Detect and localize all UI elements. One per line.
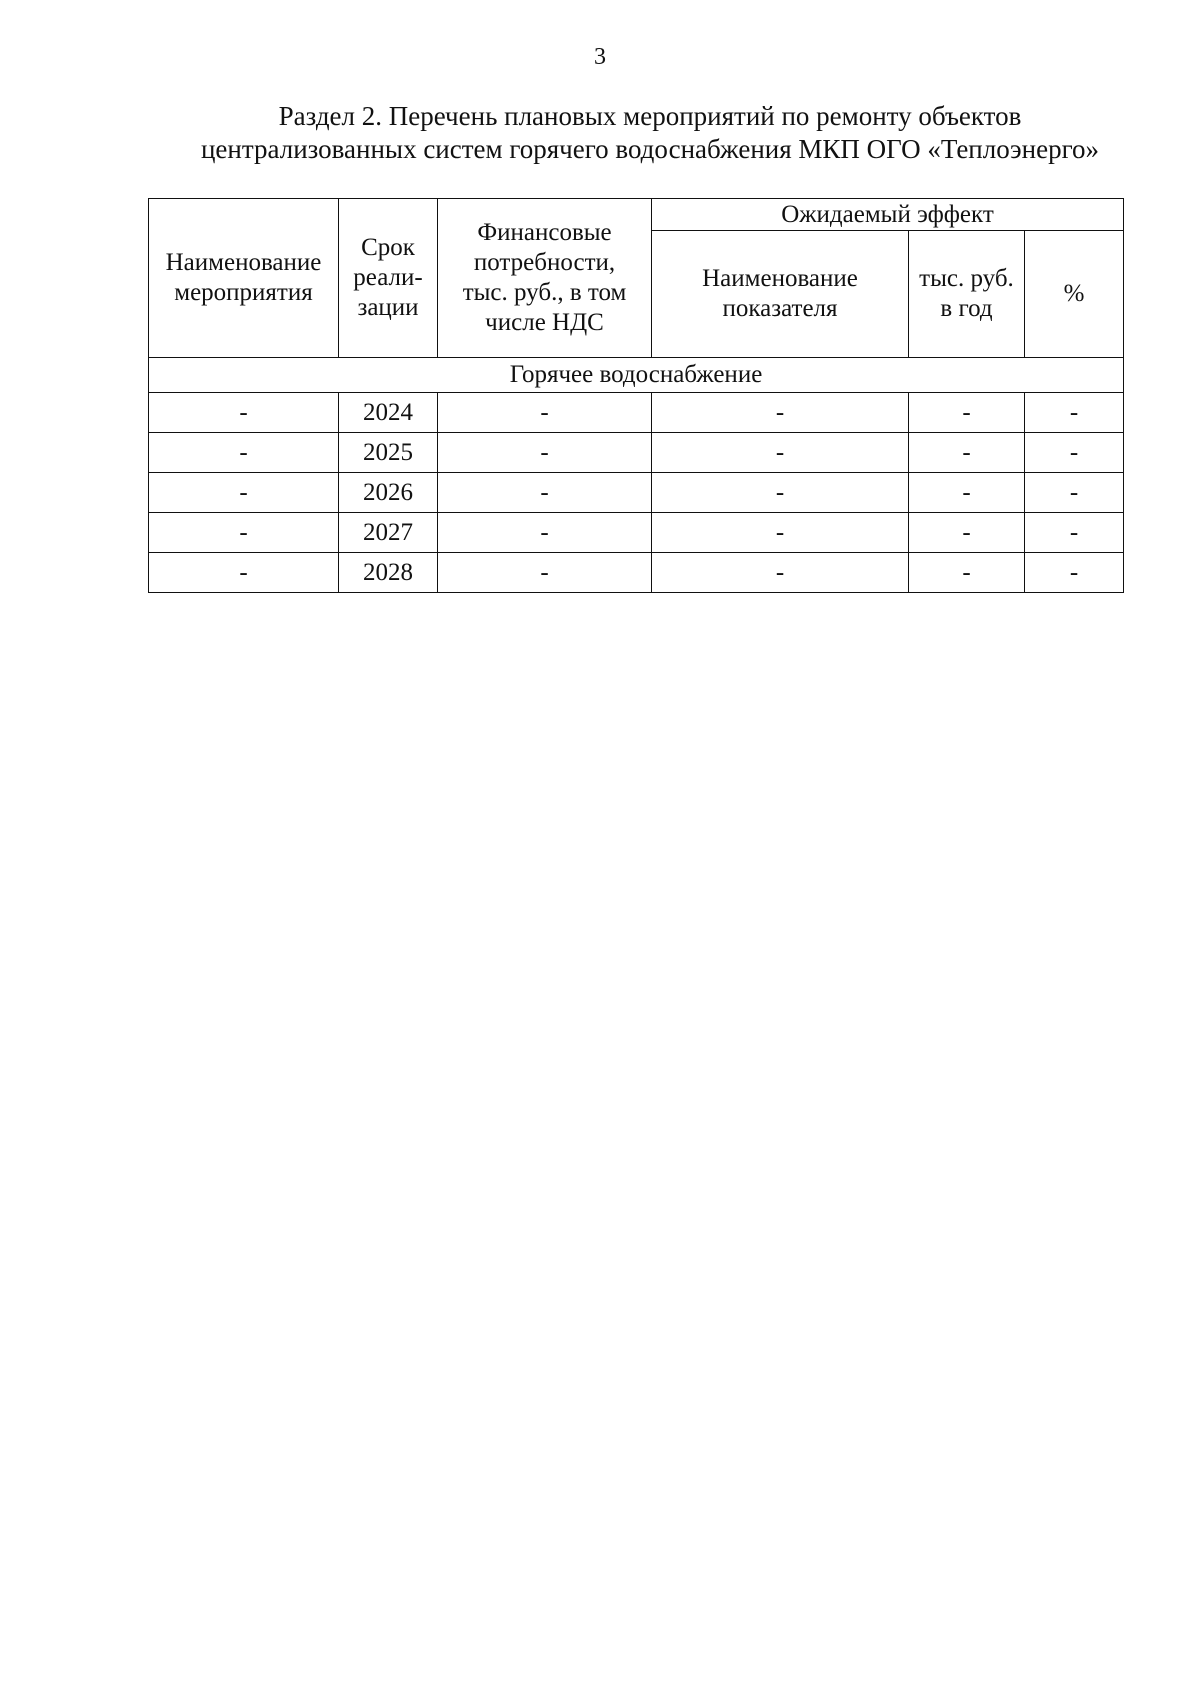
cell-indicator: - (652, 513, 909, 553)
title-line-1: Раздел 2. Перечень плановых мероприятий по ремонту объектов (278, 101, 1022, 131)
cell-percent: - (1025, 433, 1124, 473)
header-expected-effect: Ожидаемый эффект (652, 199, 1124, 231)
cell-percent: - (1025, 393, 1124, 433)
cell-event-name: - (149, 553, 339, 593)
cell-event-name: - (149, 433, 339, 473)
table-row (149, 473, 1124, 513)
cell-term: 2025 (339, 433, 438, 473)
page-number: 3 (594, 44, 606, 70)
cell-indicator: - (652, 473, 909, 513)
cell-event-name: - (149, 513, 339, 553)
cell-rub-per-year: - (909, 433, 1025, 473)
cell-rub-per-year: - (909, 553, 1025, 593)
section-row (149, 358, 1124, 393)
header-indicator-name: Наименование показателя (652, 231, 909, 358)
cell-term: 2026 (339, 473, 438, 513)
section-title: Горячее водоснабжение (149, 358, 1124, 393)
cell-rub-per-year: - (909, 513, 1025, 553)
cell-indicator: - (652, 433, 909, 473)
table-row (149, 393, 1124, 433)
header-finance: Финансовые потребности, тыс. руб., в том числе НДС (438, 199, 652, 358)
header-rub-per-year: тыс. руб. в год (909, 231, 1025, 358)
title-line-2: централизованных систем горячего водоснабжения МКП ОГО «Теплоэнерго» (200, 134, 1099, 164)
document-title (100, 100, 1200, 166)
cell-percent: - (1025, 553, 1124, 593)
plan-table (148, 198, 1124, 593)
cell-term: 2028 (339, 553, 438, 593)
cell-finance: - (438, 513, 652, 553)
cell-finance: - (438, 473, 652, 513)
cell-term: 2024 (339, 393, 438, 433)
cell-finance: - (438, 553, 652, 593)
header-event-name: Наименование мероприятия (149, 199, 339, 358)
cell-event-name: - (149, 473, 339, 513)
table-row (149, 553, 1124, 593)
cell-term: 2027 (339, 513, 438, 553)
cell-event-name: - (149, 393, 339, 433)
cell-percent: - (1025, 473, 1124, 513)
header-term: Срок реали- зации (339, 199, 438, 358)
cell-rub-per-year: - (909, 473, 1025, 513)
cell-percent: - (1025, 513, 1124, 553)
cell-indicator: - (652, 393, 909, 433)
table-row (149, 433, 1124, 473)
cell-rub-per-year: - (909, 393, 1025, 433)
cell-finance: - (438, 433, 652, 473)
cell-finance: - (438, 393, 652, 433)
cell-indicator: - (652, 553, 909, 593)
table-row (149, 513, 1124, 553)
header-percent: % (1025, 231, 1124, 358)
